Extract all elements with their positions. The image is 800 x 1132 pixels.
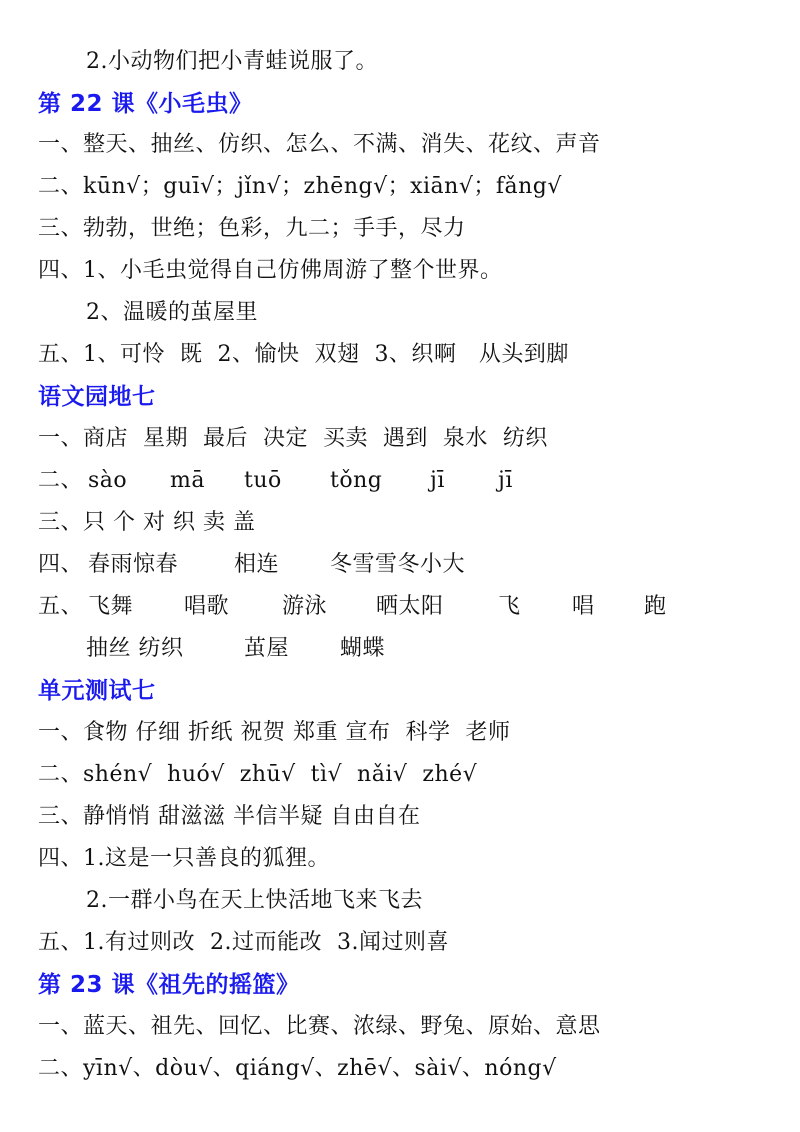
section-heading-lesson-22: 第 22 课《小毛虫》: [38, 91, 253, 117]
text-line: 二、yīn√、dòu√、qiáng√、zhē√、sài√、nóng√: [38, 1056, 557, 1081]
text-line: 2、温暖的茧屋里: [86, 300, 258, 325]
pinyin-item: jī: [430, 468, 445, 493]
text-line: [86, 631, 726, 667]
answer-item: 唱: [572, 594, 595, 619]
answer-item: 相连: [234, 552, 280, 577]
answer-item: 冬雪雪冬小大: [330, 552, 466, 577]
text-line: 三、静悄悄 甜滋滋 半信半疑 自由自在: [38, 804, 421, 829]
text-line: 一、蓝天、祖先、回忆、比赛、浓绿、野兔、原始、意思: [38, 1014, 601, 1039]
pinyin-item: tuō: [244, 468, 282, 493]
text-line: 一、食物 仔细 折纸 祝贺 郑重 宣布 科学 老师: [38, 720, 511, 745]
section-heading-garden-7: 语文园地七: [38, 384, 156, 410]
text-line: 四、1.这是一只善良的狐狸。: [38, 846, 330, 871]
line-prefix: 五、: [38, 594, 84, 619]
section-heading-unit-test-7: 单元测试七: [38, 678, 156, 704]
text-line: 三、只 个 对 织 卖 盖: [38, 510, 256, 535]
text-line: 一、整天、抽丝、仿织、怎么、不满、消失、花纹、声音: [38, 132, 601, 157]
pinyin-item: sào: [88, 468, 128, 493]
text-line: 三、勃勃，世绝；色彩，九二；手手，尽力: [38, 216, 466, 241]
answer-item: 蝴蝶: [340, 636, 386, 661]
text-line: [38, 463, 758, 499]
pinyin-item: jī: [498, 468, 513, 493]
text-line: [38, 547, 758, 583]
text-line: 二、shén√ huó√ zhū√ tì√ nǎi√ zhé√: [38, 762, 478, 787]
answer-item: 晒太阳: [376, 594, 444, 619]
text-line: 五、1.有过则改 2.过而能改 3.闻过则喜: [38, 930, 449, 955]
answer-item: 茧屋: [244, 636, 290, 661]
text-line: 2.小动物们把小青蛙说服了。: [86, 49, 378, 74]
text-line: 2.一群小鸟在天上快活地飞来飞去: [86, 888, 423, 913]
text-line: 二、kūn√；guī√；jǐn√；zhēng√；xiān√；fǎng√: [38, 174, 562, 199]
line-prefix: 二、: [38, 468, 84, 493]
pinyin-item: mā: [170, 468, 205, 493]
text-line: 四、1、小毛虫觉得自己仿佛周游了整个世界。: [38, 258, 503, 283]
pinyin-item: tǒng: [330, 468, 383, 493]
text-line: 五、1、可怜 既 2、愉快 双翅 3、织啊 从头到脚: [38, 342, 569, 367]
section-heading-lesson-23: 第 23 课《祖先的摇篮》: [38, 972, 300, 998]
answer-item: 飞: [498, 594, 521, 619]
answer-item: 唱歌: [184, 594, 230, 619]
text-line: [38, 589, 758, 625]
answer-item: 飞舞: [88, 594, 134, 619]
answer-item: 跑: [644, 594, 667, 619]
answer-item: 游泳: [282, 594, 328, 619]
answer-item: 春雨惊春: [88, 552, 179, 577]
text-line: 一、商店 星期 最后 决定 买卖 遇到 泉水 纺织: [38, 426, 548, 451]
line-prefix: 四、: [38, 552, 84, 577]
answer-item: 抽丝 纺织: [86, 636, 184, 661]
